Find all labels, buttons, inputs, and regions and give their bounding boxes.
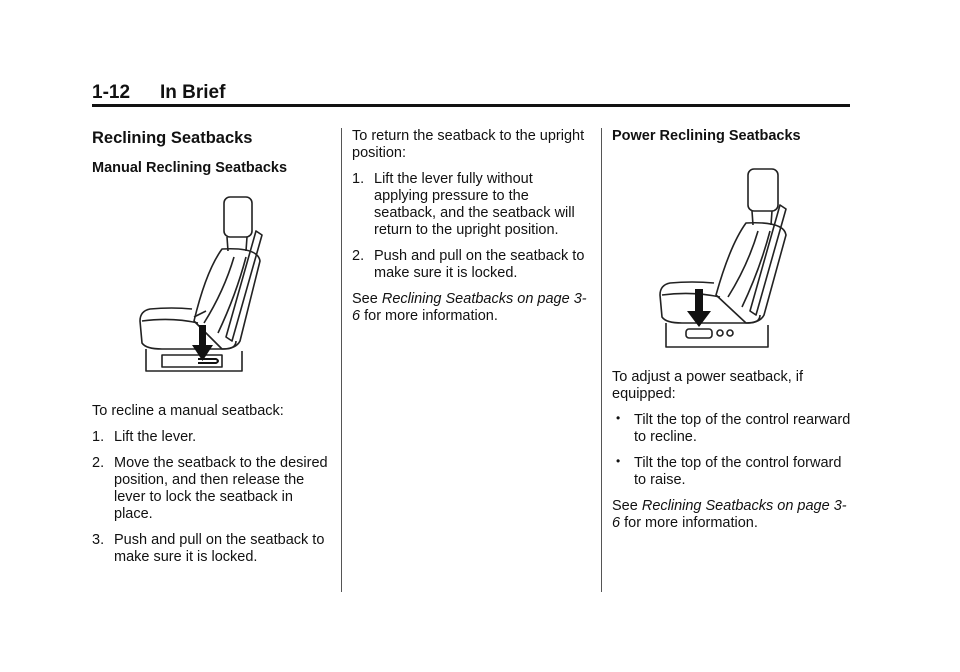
list-item: 2. Move the seatback to the desired position, and then release the lever to lock the seatback in place. bbox=[92, 455, 328, 522]
manual-subheading: Manual Reclining Seatbacks bbox=[92, 160, 288, 176]
section-title: In Brief bbox=[160, 82, 226, 103]
see-reference: See Reclining Seatbacks on page 3-6 for more information. bbox=[352, 291, 587, 324]
reference-link[interactable]: Reclining Seatbacks on page 3-6 bbox=[352, 291, 587, 324]
column-3 bbox=[612, 128, 852, 532]
header-rule bbox=[92, 104, 850, 107]
manual-intro: To recline a manual seatback: bbox=[92, 403, 284, 419]
page-number: 1-12 bbox=[92, 82, 131, 103]
section-heading: Reclining Seatbacks bbox=[92, 129, 253, 147]
see-reference: See Reclining Seatbacks on page 3-6 for more information. bbox=[612, 498, 847, 531]
list-item: • Tilt the top of the control rearward to recline. bbox=[616, 411, 851, 445]
power-seat-illustration bbox=[652, 165, 802, 355]
power-intro: To adjust a power seatback, if equipped: bbox=[612, 369, 804, 402]
list-item: 3. Push and pull on the seatback to make sure it is locked. bbox=[92, 532, 325, 565]
manual-seat-illustration bbox=[132, 191, 272, 381]
list-item: 1. Lift the lever fully without applying pressure to the seatback, and the seatback will return to the upright position. bbox=[352, 171, 575, 238]
column-2 bbox=[352, 128, 590, 325]
upright-intro: To return the seatback to the upright position: bbox=[352, 128, 585, 161]
reference-link[interactable]: Reclining Seatbacks on page 3-6 bbox=[612, 498, 847, 531]
column-divider-1 bbox=[341, 128, 342, 592]
column-1 bbox=[92, 128, 332, 566]
column-divider-2 bbox=[601, 128, 602, 592]
list-item: 1. Lift the lever. bbox=[92, 429, 197, 445]
list-item: 2. Push and pull on the seatback to make sure it is locked. bbox=[352, 248, 585, 281]
list-item: • Tilt the top of the control forward to raise. bbox=[616, 454, 842, 488]
power-subheading: Power Reclining Seatbacks bbox=[612, 128, 801, 144]
